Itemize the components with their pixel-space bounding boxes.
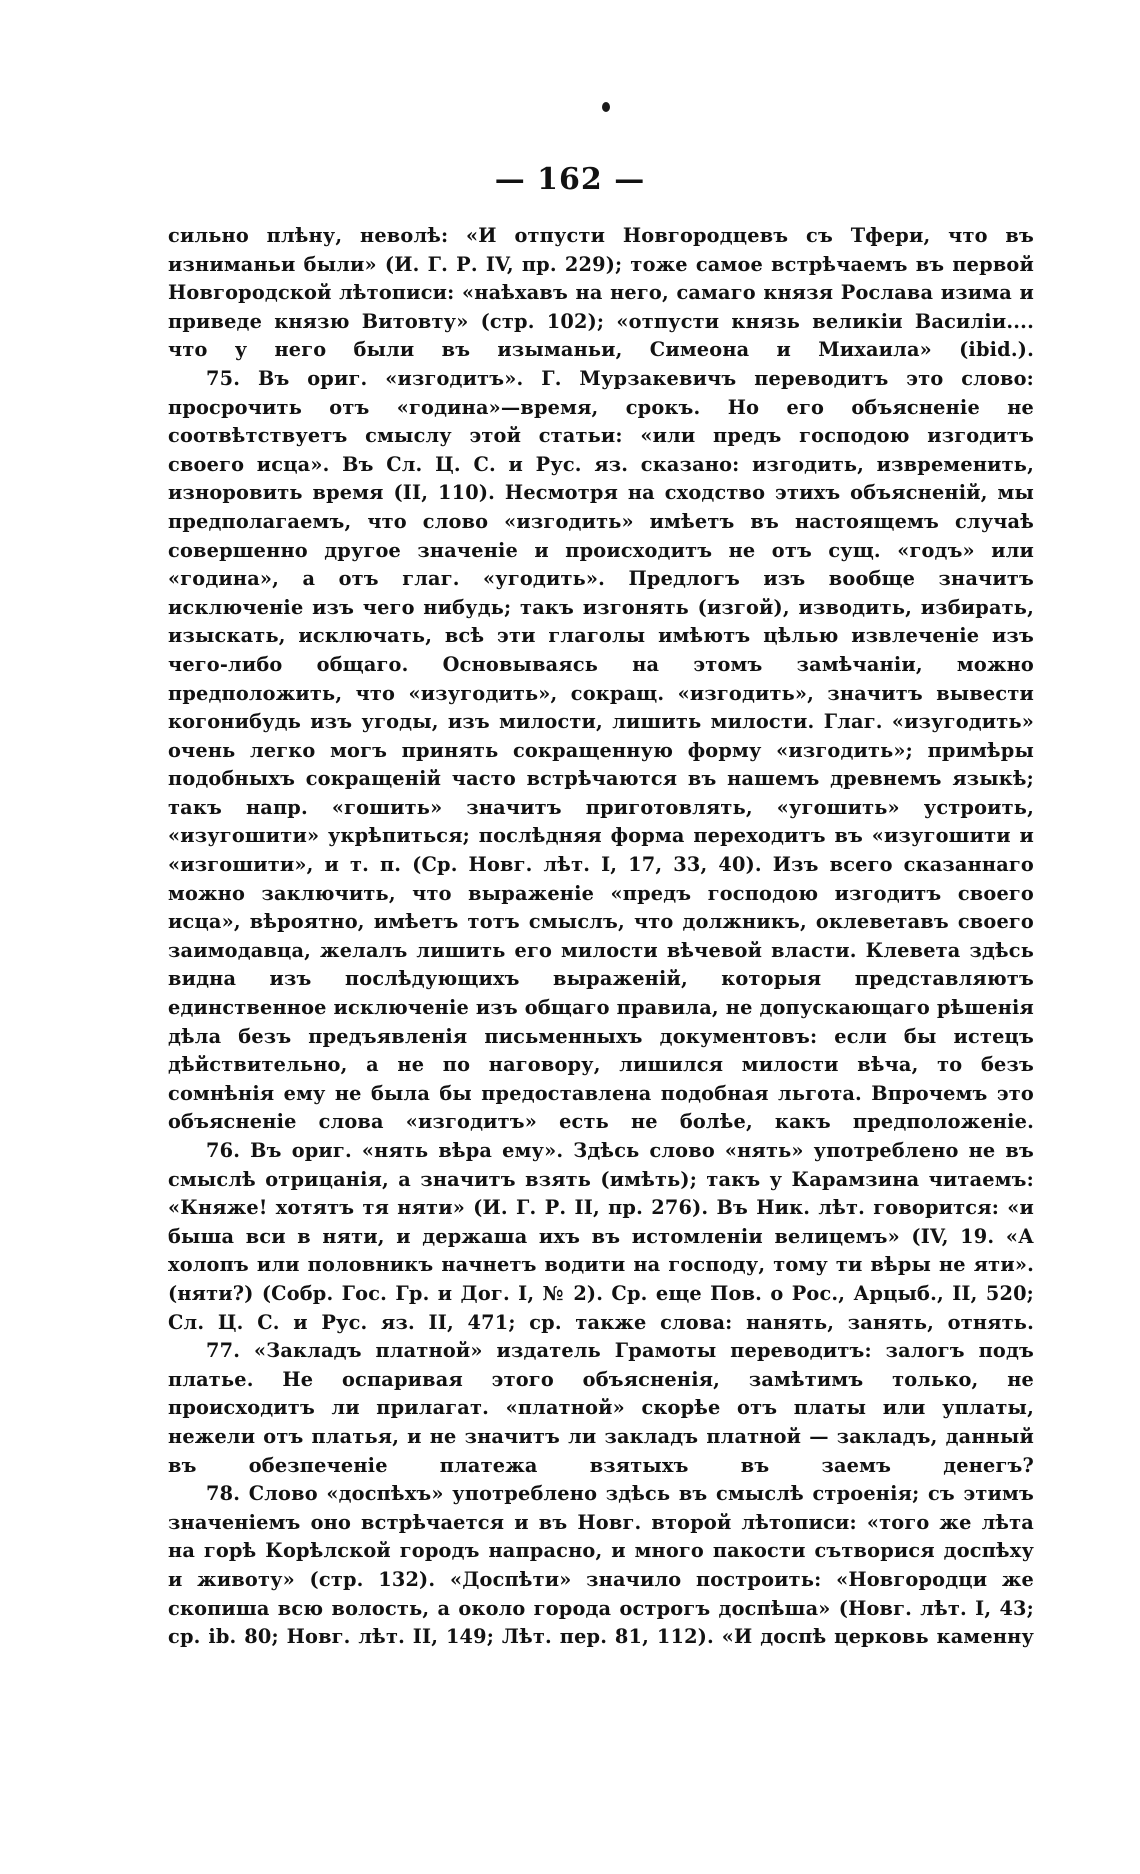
paragraph-note-78: 78. Слово «доспѣхъ» употреблено здѣсь въ смыслѣ строенія; съ этимъ значеніемъ оно встрѣчается и въ Новг. второй лѣтописи: «того же лѣта на горѣ Корѣлской городъ напрасно, и много пакости сътворися доспѣху и животу» (стр. 132). «Доспѣти» значило построить: «Новгородци же скопиша всю волость, а около города острогъ доспѣша» (Новг. лѣт. I, 43; ср. ib. 80; Новг. лѣт. II, 149; Лѣт. пер. 81, 112). «И доспѣ церковь каменну	[168, 1482, 1034, 1649]
paragraph-continuation: сильно плѣну, неволѣ: «И отпусти Новгородцевъ съ Тфери, что въ изниманьи были» (И. Г. Р. IV, пр. 229); тоже самое встрѣчаемъ въ первой Новгородской лѣтописи: «наѣхавъ на него, самаго князя Рослава изима и приведе князю Витовту» (стр. 102); «отпусти князь великіи Василіи.... что у него были въ изыманьи, Симеона и Михаила» (ibid.).	[168, 224, 1034, 362]
paragraph-note-77: 77. «Закладъ платной» издатель Грамоты переводитъ: залогъ подъ платье. Не оспаривая этого объясненія, замѣтимъ только, не происходитъ ли прилагат. «платной» скорѣе отъ платы или уплаты, нежели отъ платья, и не значитъ ли закладъ платной — закладъ, данный въ обезпеченіе платежа взятыхъ въ заемъ денегъ?	[168, 1339, 1034, 1477]
page-number: — 162 —	[494, 162, 646, 197]
paragraph-note-75: 75. Въ ориг. «изгодитъ». Г. Мурзакевичъ переводитъ это слово: просрочить отъ «година»—время, срокъ. Но его объясненіе не соотвѣтствуетъ смыслу этой статьи: «или предъ господою изгодитъ своего исца». Въ Сл. Ц. С. и Рус. яз. сказано: изгодить, извременить, изноровить время (II, 110). Несмотря на сходство этихъ объясненій, мы предполагаемъ, что слово «изгодить» имѣетъ въ настоящемъ случаѣ совершенно другое значеніе и происходитъ не отъ сущ. «годъ» или «година», а отъ глаг. «угодить». Предлогъ изъ вообще значитъ исключеніе изъ чего нибудь; такъ изгонять (изгой), изводить, избирать, изыскать, исключать, всѣ эти глаголы имѣютъ цѣлью извлеченіе изъ чего-либо общаго. Основываясь на этомъ замѣчаніи, можно предположить, что «изугодить», сокращ. «изгодить», значитъ вывести когонибудь изъ угоды, изъ милости, лишить милости. Глаг. «изугодить» очень легко могъ принять сокращенную форму «изгодить»; примѣры подобныхъ сокращеній часто встрѣчаются въ нашемъ древнемъ языкѣ; такъ напр. «гошить» значитъ приготовлять, «угошить» устроить, «изугошити» укрѣпиться; послѣдняя форма переходитъ въ «изугошити и «изгошити», и т. п. (Ср. Новг. лѣт. I, 17, 33, 40). Изъ всего сказаннаго можно заключить, что выраженіе «предъ господою изгодитъ своего исца», вѣроятно, имѣетъ тотъ смыслъ, что должникъ, оклеветавъ своего заимодавца, желалъ лишить его милости вѣчевой власти. Клевета здѣсь видна изъ послѣдующихъ выраженій, которыя представляютъ единственное исключеніе изъ общаго правила, не допускающаго рѣшенія дѣла безъ предъявленія письменныхъ документовъ: если бы истецъ дѣйствительно, а не по наговору, лишился милости вѣча, то безъ сомнѣнія ему не была бы предоставлена подобная льгота. Впрочемъ это объясненіе слова «изгодитъ» есть не болѣе, какъ предположеніе.	[168, 366, 1034, 1134]
body-text	[168, 222, 1034, 1652]
ink-speck	[602, 102, 610, 112]
paragraph-note-76: 76. Въ ориг. «нять вѣра ему». Здѣсь слово «нять» употреблено не въ смыслѣ отрицанія, а значитъ взять (имѣть); такъ у Карамзина читаемъ: «Княже! хотятъ тя няти» (И. Г. Р. II, пр. 276). Въ Ник. лѣт. говорится: «и быша вси в няти, и держаша ихъ въ истомленіи велицемъ» (IV, 19. «А холопъ или половникъ начнетъ водити на господу, тому ти вѣры не яти». (няти?) (Собр. Гос. Гр. и Дог. I, № 2). Ср. еще Пов. о Рос., Арцыб., II, 520; Сл. Ц. С. и Рус. яз. II, 471; ср. также слова: нанять, занять, отнять.	[168, 1139, 1034, 1334]
